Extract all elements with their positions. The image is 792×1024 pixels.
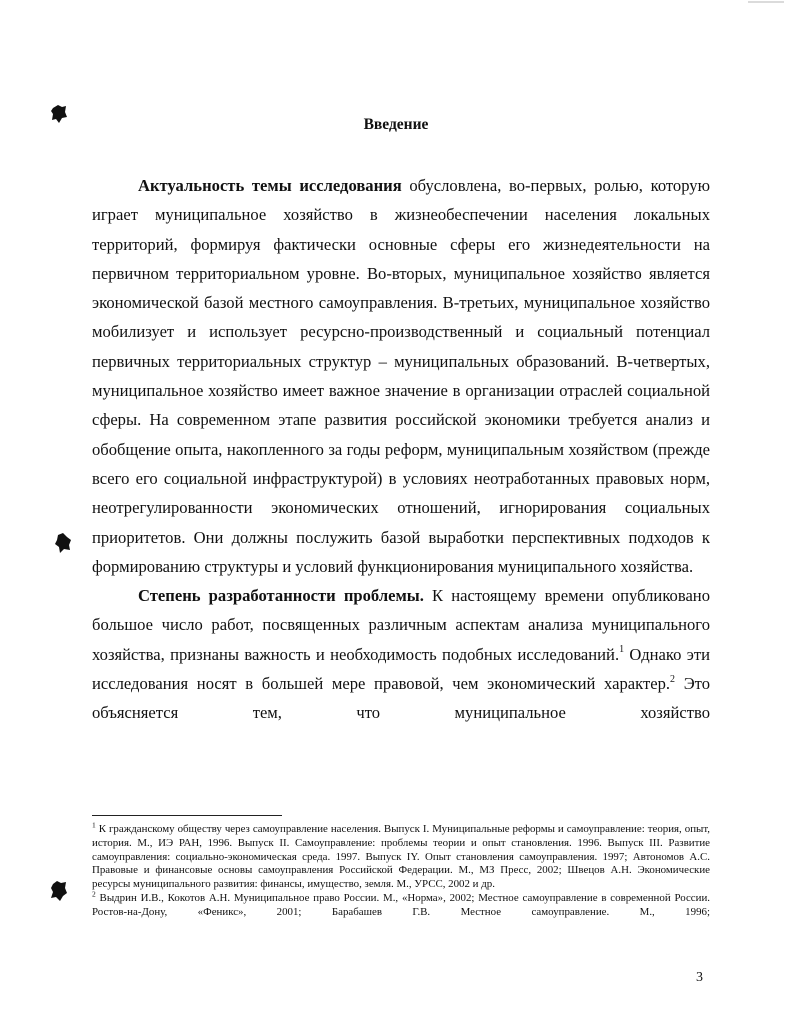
paragraph-relevance: [92, 171, 710, 581]
footnote-2: [92, 889, 710, 920]
relevance-text: обусловлена, во-первых, ролью, которую играет муниципальное хозяйство в жизнеобеспечении населения локальных территорий, формируя фактически основные сферы его жизнедеятельности на первичном территориальном уровне. Во-вторых, муниципальное хозяйство является экономической базой местного самоуправления. В-третьих, муниципальное хозяйство мобилизует и использует ресурсно-производственный и социальный потенциал первичных территориальных структур – муниципальных образований. В-четвертых, муниципальное хозяйство имеет важное значение в организации отраслей социальной сферы. На современном этапе развития российской экономики требуется анализ и обобщение опыта, накопленного за годы реформ, муниципальным хозяйством (прежде всего его социальной инфраструктурой) в условиях неотработанных правовых норм, неотрегулированности экономических отношений, игнорирования социальных приоритетов. Они должны послужить базой выработки перспективных подходов к формированию структуры и условий функционирования муниципального хозяйства.: [92, 176, 711, 576]
page-number: 3: [696, 970, 703, 985]
elaboration-heading: Степень разработанности проблемы.: [138, 586, 424, 606]
elaboration-text-b: Однако эти исследования носят в большей мере правовой, чем экономический характер.: [92, 644, 710, 694]
scan-edge-mark: [746, 0, 786, 4]
paragraph-elaboration: [92, 581, 710, 727]
body-text: [92, 171, 710, 728]
elaboration-text-a: К настоящему времени опубликовано большое число работ, посвященных различным аспектам анализа муниципального хозяйства, признаны важность и необходимость подобных исследований.: [92, 586, 710, 664]
footnote-ref-1[interactable]: 1: [619, 644, 625, 656]
footnote-ref-2[interactable]: 2: [670, 673, 676, 685]
footnote-1-text: К гражданскому обществу через самоуправление населения. Выпуск I. Муниципальные реформы и самоуправление: теория, опыт, история. М., ИЭ РАН, 1996. Выпуск II. Самоуправление: проблемы теории и опыт становления. 1996. Выпуск III. Развитие самоуправления: социально-экономическая среда. 1997. Выпуск IY. Опыт становления самоуправления. 1997; Автономов А.С. Правовые и финансовые основы самоуправления Российской Федерации. М., МЗ Пресс, 2002; Швецов А.Н. Экономические ресурсы муниципального развития: финансы, имущество, земля. М., УРСС, 2002 и др.: [92, 823, 710, 891]
page-title: Введение: [363, 116, 429, 133]
footnote-separator: [92, 815, 282, 816]
scan-punch-hole-icon: [54, 532, 72, 554]
elaboration-text-c: Это объясняется тем, что муниципальное хозяйство: [92, 674, 710, 723]
footnote-2-marker: 2: [92, 889, 96, 899]
scan-punch-hole-icon: [50, 880, 68, 902]
footnotes: [92, 820, 710, 920]
footnote-1-marker: 1: [92, 820, 96, 830]
footnote-1: [92, 820, 710, 892]
relevance-heading: Актуальность темы исследования: [138, 176, 402, 195]
footnote-2-text: Выдрин И.В., Кокотов А.Н. Муниципальное право России. М., «Норма», 2002; Местное самоуправление в современной России. Ростов-на-Дону, «Феникс», 2001; Барабашев Г.В. Местное самоуправление. М., 1996;: [92, 891, 710, 918]
